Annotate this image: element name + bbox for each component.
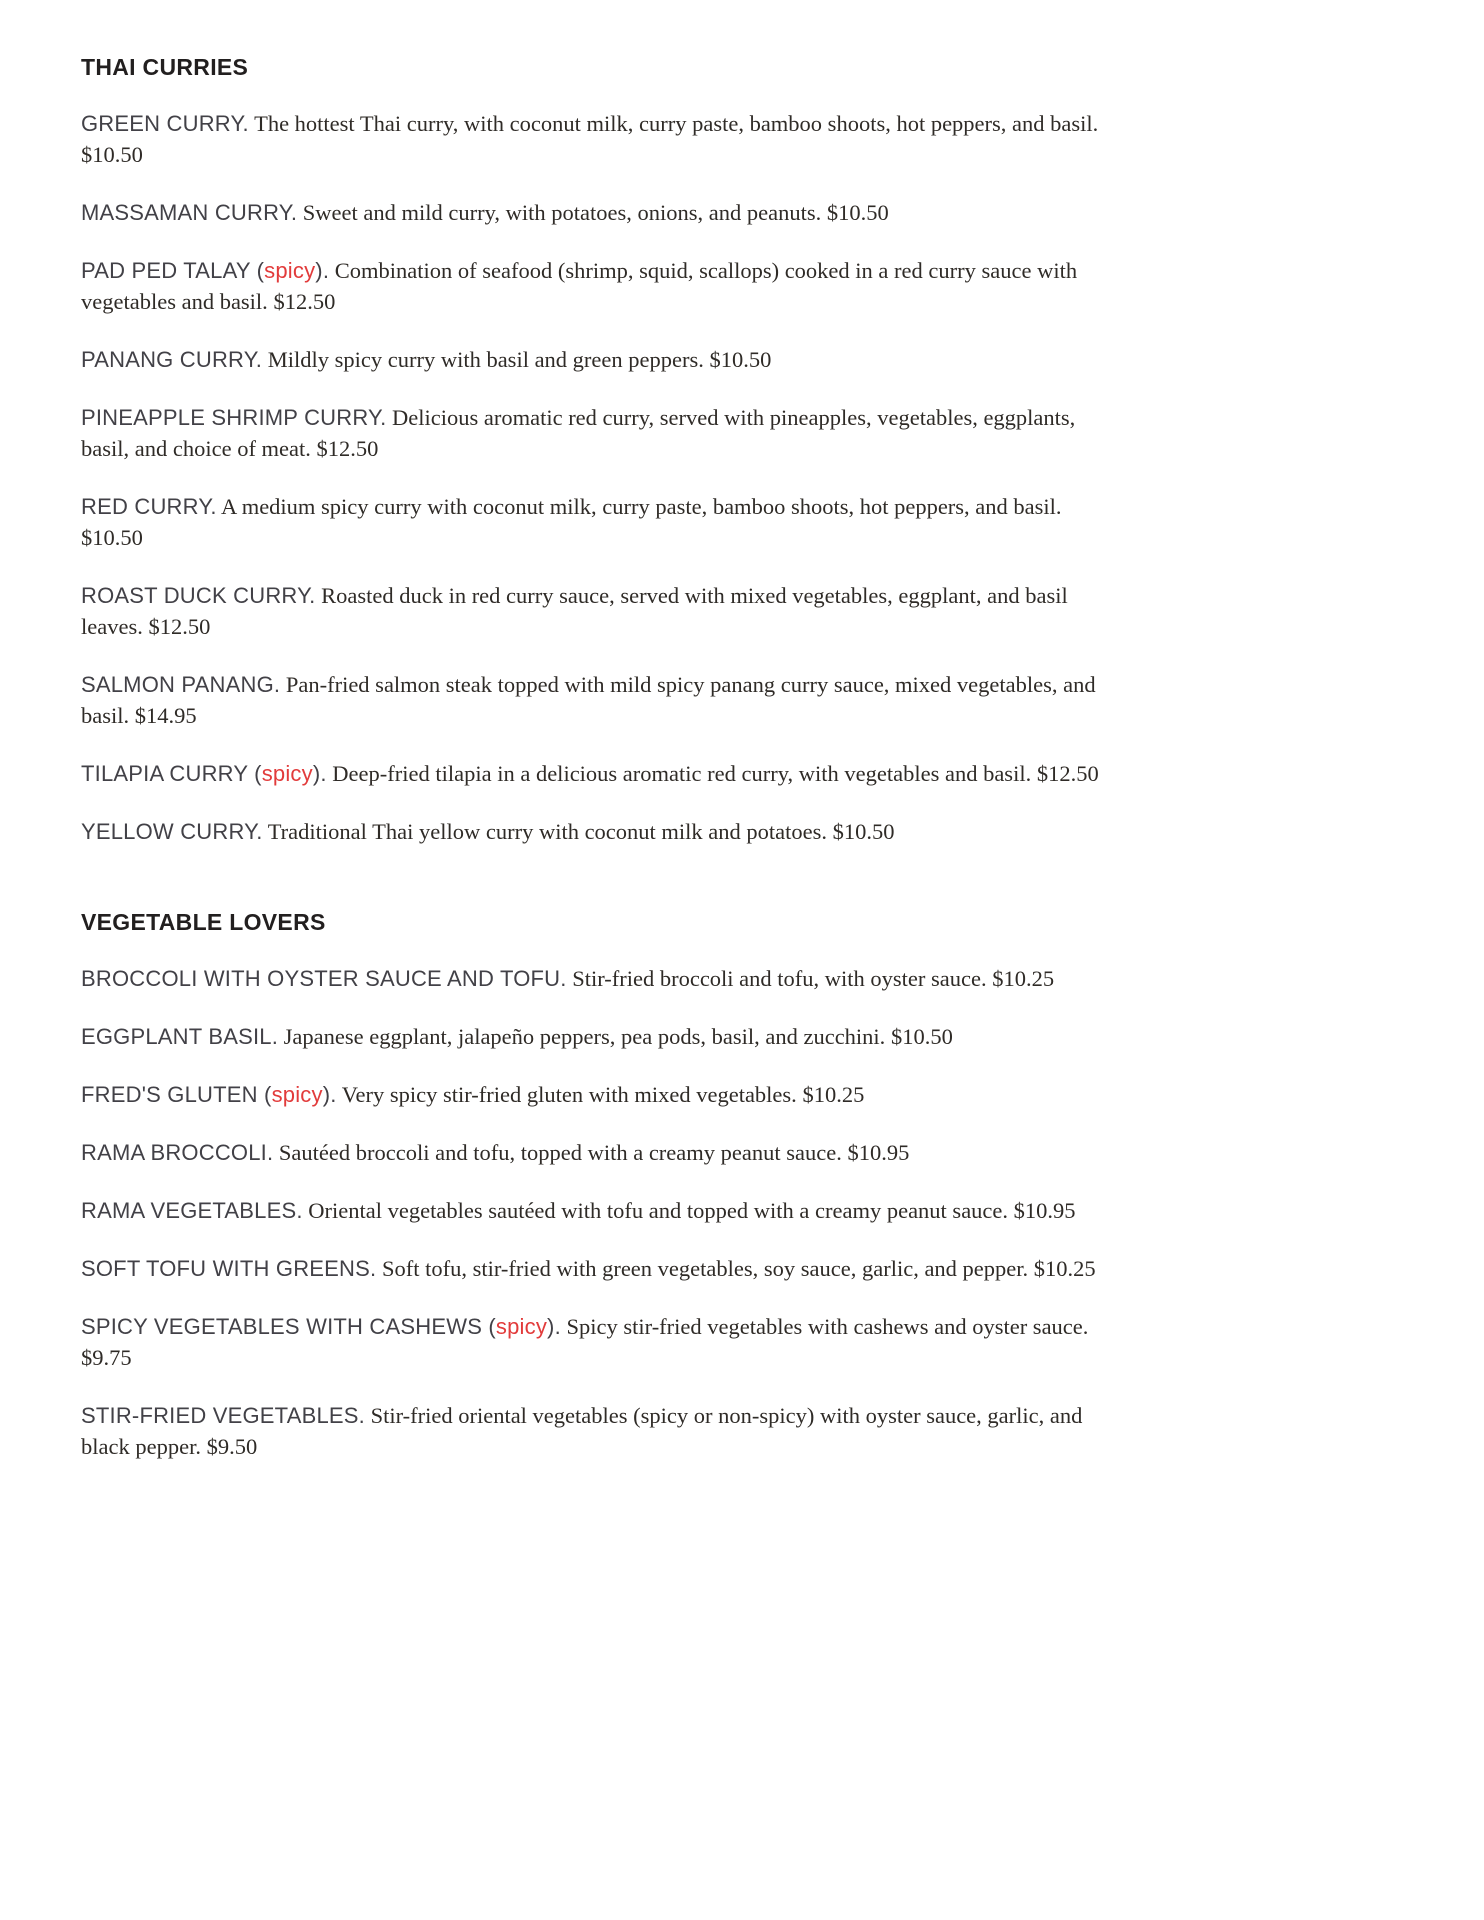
item-description: Delicious aromatic red curry, served with pineapples, vegetables, eggplants, basil, and choice of meat.: [81, 405, 1076, 461]
item-price: $10.25: [802, 1082, 865, 1107]
menu-item: [81, 1137, 1123, 1168]
item-name: GREEN CURRY.: [81, 111, 249, 136]
item-name: RAMA VEGETABLES.: [81, 1198, 303, 1223]
menu-item: [81, 1195, 1123, 1226]
item-price: $12.50: [1036, 761, 1099, 786]
section-title: VEGETABLE LOVERS: [81, 909, 326, 935]
menu-item: [81, 108, 1123, 170]
item-price: $10.50: [709, 347, 772, 372]
item-description: Mildly spicy curry with basil and green peppers.: [262, 347, 710, 372]
spicy-label: spicy: [264, 258, 316, 283]
item-description: Deep-fried tilapia in a delicious aromatic red curry, with vegetables and basil.: [326, 761, 1037, 786]
item-description: Very spicy stir-fried gluten with mixed vegetables.: [336, 1082, 803, 1107]
menu-item: [81, 1311, 1123, 1373]
menu-item: [81, 344, 1123, 375]
section-items: [81, 963, 1180, 1462]
item-name: RAMA BROCCOLI.: [81, 1140, 274, 1165]
item-name: SALMON PANANG.: [81, 672, 281, 697]
item-name: FRED'S GLUTEN (spicy).: [81, 1082, 337, 1107]
item-description: Sautéed broccoli and tofu, topped with a creamy peanut sauce.: [273, 1140, 848, 1165]
spicy-label: spicy: [261, 761, 313, 786]
menu-item: [81, 402, 1123, 464]
section-title: THAI CURRIES: [81, 54, 249, 80]
menu-item: [81, 1079, 1123, 1110]
menu-item: [81, 580, 1123, 642]
item-name: STIR-FRIED VEGETABLES.: [81, 1403, 365, 1428]
menu-item: [81, 1400, 1123, 1462]
item-description: Oriental vegetables sautéed with tofu and topped with a creamy peanut sauce.: [302, 1198, 1014, 1223]
item-name: SOFT TOFU WITH GREENS.: [81, 1256, 377, 1281]
menu-section: [81, 909, 1180, 1462]
item-description: Soft tofu, stir-fried with green vegetables, soy sauce, garlic, and pepper.: [376, 1256, 1034, 1281]
item-description: The hottest Thai curry, with coconut milk, curry paste, bamboo shoots, hot peppers, and basil.: [248, 111, 1099, 136]
item-price: $10.25: [992, 966, 1055, 991]
item-name: TILAPIA CURRY (spicy).: [81, 761, 327, 786]
menu-item: [81, 1253, 1123, 1284]
item-description: Spicy stir-fried vegetables with cashews and oyster sauce.: [560, 1314, 1089, 1339]
item-price: $10.50: [832, 819, 895, 844]
item-name: BROCCOLI WITH OYSTER SAUCE AND TOFU.: [81, 966, 567, 991]
item-price: $12.50: [148, 614, 211, 639]
item-price: $10.95: [847, 1140, 910, 1165]
menu-sections: [81, 54, 1180, 1462]
item-name: PAD PED TALAY (spicy).: [81, 258, 330, 283]
item-description: Combination of seafood (shrimp, squid, scallops) cooked in a red curry sauce with vegetables and basil.: [81, 258, 1078, 314]
item-description: Sweet and mild curry, with potatoes, onions, and peanuts.: [297, 200, 827, 225]
item-name: PINEAPPLE SHRIMP CURRY.: [81, 405, 387, 430]
menu-item: [81, 816, 1123, 847]
item-description: Stir-fried oriental vegetables (spicy or non-spicy) with oyster sauce, garlic, and black pepper.: [81, 1403, 1083, 1459]
item-description: Roasted duck in red curry sauce, served with mixed vegetables, eggplant, and basil leaves.: [81, 583, 1068, 639]
item-name: PANANG CURRY.: [81, 347, 263, 372]
menu-item: [81, 963, 1123, 994]
item-price: $12.50: [316, 436, 379, 461]
item-description: A medium spicy curry with coconut milk, curry paste, bamboo shoots, hot peppers, and basil.: [216, 494, 1062, 519]
item-price: $12.50: [273, 289, 336, 314]
item-description: Traditional Thai yellow curry with coconut milk and potatoes.: [262, 819, 833, 844]
item-description: Japanese eggplant, jalapeño peppers, pea pods, basil, and zucchini.: [278, 1024, 891, 1049]
item-name: SPICY VEGETABLES WITH CASHEWS (spicy).: [81, 1314, 561, 1339]
menu-item: [81, 491, 1123, 553]
item-price: $9.75: [81, 1345, 132, 1370]
item-price: $10.50: [81, 142, 143, 167]
item-price: $10.50: [81, 525, 143, 550]
menu-section: [81, 54, 1180, 847]
item-price: $10.50: [826, 200, 889, 225]
item-price: $10.25: [1033, 1256, 1096, 1281]
item-name: ROAST DUCK CURRY.: [81, 583, 316, 608]
menu-item: [81, 669, 1123, 731]
item-description: Pan-fried salmon steak topped with mild spicy panang curry sauce, mixed vegetables, and basil.: [81, 672, 1096, 728]
item-description: Stir-fried broccoli and tofu, with oyster sauce.: [566, 966, 993, 991]
menu-item: [81, 758, 1123, 789]
item-name: EGGPLANT BASIL.: [81, 1024, 279, 1049]
spicy-label: spicy: [271, 1082, 323, 1107]
menu-item: [81, 255, 1123, 317]
item-name: MASSAMAN CURRY.: [81, 200, 298, 225]
item-name: RED CURRY.: [81, 494, 217, 519]
item-price: $14.95: [134, 703, 197, 728]
item-price: $9.50: [206, 1434, 258, 1459]
section-items: [81, 108, 1180, 847]
menu-item: [81, 197, 1123, 228]
item-price: $10.50: [890, 1024, 953, 1049]
menu-item: [81, 1021, 1123, 1052]
spicy-label: spicy: [495, 1314, 548, 1339]
item-price: $10.95: [1013, 1198, 1076, 1223]
item-name: YELLOW CURRY.: [81, 819, 263, 844]
